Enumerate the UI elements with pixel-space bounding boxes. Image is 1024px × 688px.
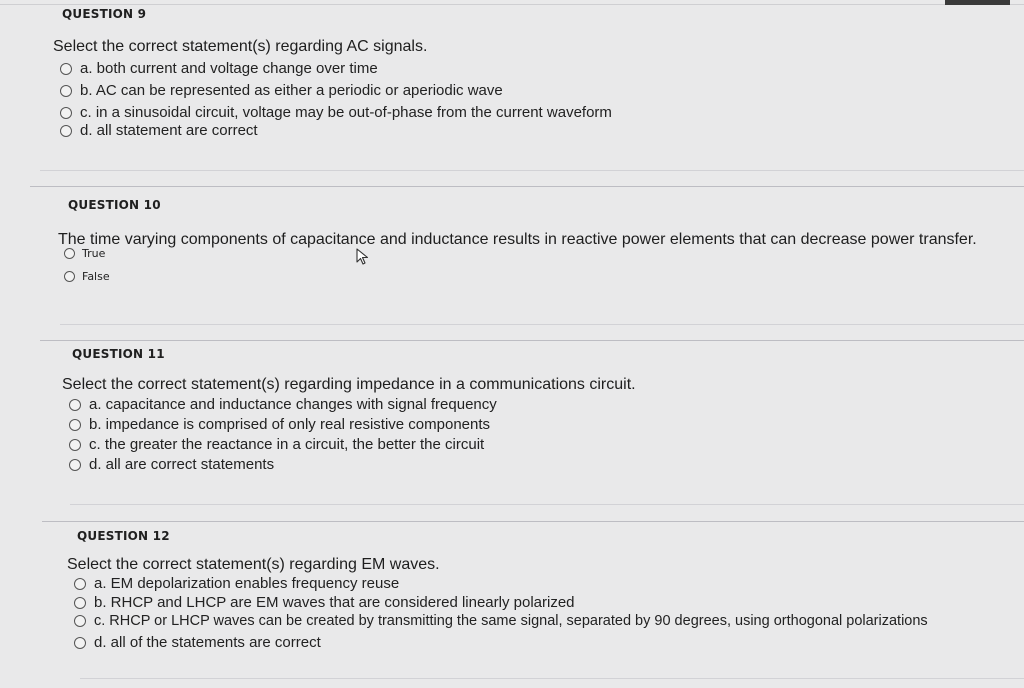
question-stem: Select the correct statement(s) regarding AC signals. — [53, 38, 428, 55]
option-d[interactable] — [74, 634, 321, 651]
question-header: QUESTION 12 — [77, 529, 170, 543]
option-b[interactable] — [60, 82, 503, 99]
radio-button[interactable] — [60, 85, 72, 97]
option-label: b. RHCP and LHCP are EM waves that are considered linearly polarized — [94, 594, 575, 611]
option-label: c. in a sinusoidal circuit, voltage may be out-of-phase from the current waveform — [80, 104, 612, 121]
section-divider — [40, 340, 1024, 341]
radio-button[interactable] — [69, 459, 81, 471]
question-header: QUESTION 9 — [62, 7, 147, 21]
option-label: b. impedance is comprised of only real resistive components — [89, 416, 491, 433]
radio-button[interactable] — [74, 578, 86, 590]
radio-button[interactable] — [60, 63, 72, 75]
option-label: False — [82, 270, 110, 283]
radio-button[interactable] — [64, 248, 75, 259]
section-divider — [40, 170, 1024, 171]
section-divider — [70, 504, 1024, 505]
option-label: a. capacitance and inductance changes with signal frequency — [89, 396, 497, 413]
option-label: c. RHCP or LHCP waves can be created by transmitting the same signal, separated by 90 degrees, using orthogonal polarizations — [94, 613, 928, 629]
option-label: d. all statement are correct — [80, 122, 258, 139]
option-label: a. both current and voltage change over time — [80, 60, 378, 77]
radio-button[interactable] — [69, 439, 81, 451]
question-stem: The time varying components of capacitance and inductance results in reactive power elements that can decrease power transfer. — [58, 231, 977, 248]
option-label: b. AC can be represented as either a periodic or aperiodic wave — [80, 82, 503, 99]
option-a[interactable] — [60, 60, 378, 77]
question-header: QUESTION 11 — [72, 347, 165, 361]
radio-button[interactable] — [74, 615, 86, 627]
section-divider — [42, 521, 1024, 522]
radio-button[interactable] — [64, 271, 75, 282]
option-a[interactable] — [74, 575, 399, 592]
option-false[interactable] — [64, 270, 110, 283]
option-label: a. EM depolarization enables frequency reuse — [94, 575, 400, 592]
option-c[interactable] — [69, 436, 484, 453]
top-divider — [0, 4, 1024, 5]
option-true[interactable] — [64, 247, 105, 260]
option-d[interactable] — [69, 456, 274, 473]
option-b[interactable] — [69, 416, 490, 433]
radio-button[interactable] — [74, 597, 86, 609]
mouse-pointer-icon — [356, 248, 370, 266]
option-label: d. all of the statements are correct — [94, 634, 321, 651]
question-stem: Select the correct statement(s) regarding impedance in a communications circuit. — [62, 376, 636, 393]
radio-button[interactable] — [60, 107, 72, 119]
option-label: d. all are correct statements — [89, 456, 275, 473]
radio-button[interactable] — [69, 419, 81, 431]
radio-button[interactable] — [69, 399, 81, 411]
radio-button[interactable] — [74, 637, 86, 649]
top-edge-tab — [945, 0, 1010, 5]
section-divider — [60, 324, 1024, 325]
option-label: True — [82, 247, 106, 260]
option-a[interactable] — [69, 396, 497, 413]
option-c[interactable] — [60, 104, 612, 121]
radio-button[interactable] — [60, 125, 72, 137]
section-divider — [30, 186, 1024, 187]
option-c[interactable] — [74, 613, 928, 629]
option-b[interactable] — [74, 594, 575, 611]
option-label: c. the greater the reactance in a circuit, the better the circuit — [89, 436, 485, 453]
question-header: QUESTION 10 — [68, 198, 161, 212]
section-divider — [80, 678, 1024, 679]
question-stem: Select the correct statement(s) regarding EM waves. — [67, 556, 440, 573]
option-d[interactable] — [60, 122, 258, 139]
